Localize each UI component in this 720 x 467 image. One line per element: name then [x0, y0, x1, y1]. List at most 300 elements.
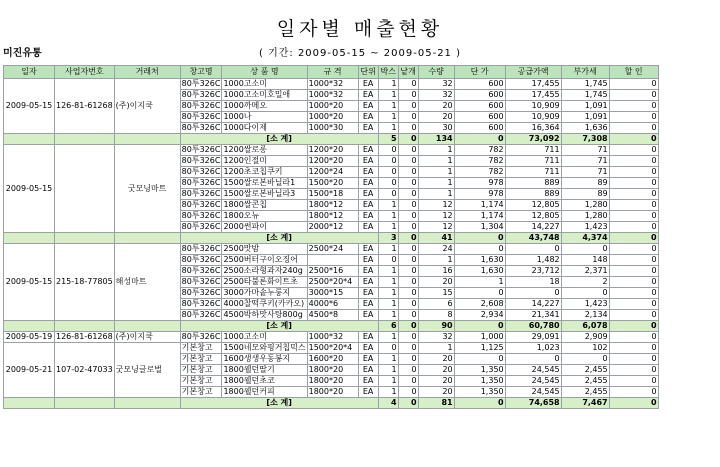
table-cell: 0: [609, 178, 658, 189]
table-cell: 20: [418, 101, 454, 112]
table-cell: 1: [454, 277, 505, 288]
table-cell: 18: [505, 277, 561, 288]
table-cell: 1,174: [454, 200, 505, 211]
table-cell: EA: [358, 376, 378, 387]
blank-cell: [4, 233, 55, 244]
table-cell: 71: [561, 145, 609, 156]
sales-table: [3, 65, 659, 409]
blank-cell: [114, 233, 180, 244]
table-cell: 12,805: [505, 200, 561, 211]
column-header: 창고명: [180, 66, 222, 79]
table-cell: 600: [454, 101, 505, 112]
subtotal-qty: 90: [418, 321, 454, 332]
table-cell: 80투326C: [181, 123, 221, 132]
table-cell: 1,630: [454, 255, 505, 266]
table-cell: 1800오뉴: [222, 211, 307, 222]
table-cell: EA: [358, 343, 378, 354]
table-cell: 0: [609, 112, 658, 123]
table-cell: 4000찰떡쿠키(카카오): [222, 299, 307, 310]
table-cell: 711: [505, 156, 561, 167]
report-title: 일자별 매출현황: [276, 18, 444, 40]
table-cell: 1200*20: [307, 156, 358, 167]
table-cell: 0: [609, 332, 658, 343]
table-cell: 89: [561, 189, 609, 200]
date-cell: 2009-05-19: [4, 332, 55, 343]
table-cell: 978: [454, 178, 505, 189]
table-cell: 1000까메오: [222, 101, 307, 112]
table-cell: 12: [418, 200, 454, 211]
bizno-cell: 215-18-77805: [55, 244, 115, 321]
table-cell: 0: [398, 266, 418, 277]
table-cell: 12,805: [505, 211, 561, 222]
table-cell: 1: [378, 365, 398, 376]
table-cell: 1: [378, 222, 398, 233]
subtotal-supply: 60,780: [505, 321, 561, 332]
table-cell: 2500타불론화이트초: [222, 277, 307, 288]
customer-cell: 굿모닝마트: [114, 145, 180, 233]
table-cell: 1,350: [454, 365, 505, 376]
date-cell: 2009-05-21: [4, 343, 55, 398]
subtotal-label: [소 계]: [180, 321, 378, 332]
table-cell: 978: [454, 189, 505, 200]
table-cell: 148: [561, 255, 609, 266]
blank-cell: [4, 398, 55, 409]
subtotal-box: 6: [378, 321, 398, 332]
table-cell: 4500*8: [307, 310, 358, 321]
table-cell: 12: [418, 222, 454, 233]
subtotal-piece: 0: [398, 321, 418, 332]
table-cell: 1,423: [561, 299, 609, 310]
column-header: 사업자번호: [55, 66, 115, 79]
table-cell: 1500네모와핑거칩믹스: [223, 343, 306, 352]
table-cell: 0: [398, 222, 418, 233]
blank-cell: [55, 233, 115, 244]
table-cell: 0: [561, 244, 609, 255]
table-cell: EA: [358, 123, 378, 134]
table-cell: 2500소라형과자240g: [222, 266, 307, 277]
table-cell: 기본창고: [180, 365, 222, 376]
subtotal-vat: 4,374: [561, 233, 609, 244]
table-cell: 1: [378, 310, 398, 321]
table-cell: 782: [454, 156, 505, 167]
table-row: [4, 343, 659, 354]
table-cell: 20: [418, 365, 454, 376]
table-cell: 0: [398, 332, 418, 343]
table-cell: 1: [378, 90, 398, 101]
report-period: ( 기간: 2009-05-15 ~ 2009-05-21 ): [259, 48, 461, 59]
table-cell: 17,455: [505, 79, 561, 90]
table-cell: 1: [378, 123, 398, 134]
subtotal-label: [소 계]: [180, 398, 378, 409]
table-cell: 80투326C: [181, 145, 221, 154]
table-cell: 0: [398, 211, 418, 222]
column-header: 할 인: [609, 66, 658, 79]
subtotal-price: 0: [454, 321, 505, 332]
subtotal-row: [4, 233, 659, 244]
table-cell: 71: [561, 156, 609, 167]
table-row: [4, 244, 659, 255]
table-cell: 기본창고: [180, 376, 222, 387]
table-cell: 32: [418, 332, 454, 343]
table-cell: 1,091: [561, 101, 609, 112]
bizno-cell: 107-02-47033: [55, 343, 115, 398]
table-cell: EA: [358, 266, 378, 277]
table-cell: 0: [398, 244, 418, 255]
table-cell: 782: [454, 167, 505, 178]
subtotal-qty: 134: [418, 134, 454, 145]
table-cell: 1600생생우동봉지: [222, 354, 307, 365]
date-cell: 2009-05-15: [4, 145, 55, 233]
subtotal-label: [소 계]: [180, 233, 378, 244]
table-cell: 0: [398, 112, 418, 123]
table-cell: 10,909: [505, 101, 561, 112]
table-cell: EA: [358, 90, 378, 101]
blank-cell: [55, 321, 115, 332]
table-cell: 0: [378, 156, 398, 167]
table-cell: 0: [609, 79, 658, 90]
table-cell: 10,909: [505, 112, 561, 123]
table-cell: EA: [358, 156, 378, 167]
table-cell: 0: [398, 90, 418, 101]
subtotal-box: 3: [378, 233, 398, 244]
table-cell: 30: [418, 123, 454, 134]
table-cell: 711: [505, 167, 561, 178]
table-cell: 80투326C: [181, 112, 221, 121]
subtotal-price: 0: [454, 233, 505, 244]
table-cell: 0: [609, 277, 658, 288]
table-cell: 2500맛밤: [222, 244, 307, 255]
table-cell: 1500*18: [307, 189, 358, 200]
table-cell: 1: [418, 178, 454, 189]
table-row: [4, 79, 659, 90]
table-cell: 1200*24: [307, 167, 358, 178]
table-cell: 80투326C: [181, 156, 221, 165]
table-cell: EA: [358, 387, 378, 398]
table-cell: 711: [505, 145, 561, 156]
table-cell: 1: [418, 343, 454, 354]
subtotal-price: 0: [454, 134, 505, 145]
table-cell: 2000*12: [307, 222, 358, 233]
table-cell: 24,545: [505, 365, 561, 376]
table-cell: 1,280: [561, 200, 609, 211]
table-cell: 1,636: [561, 123, 609, 134]
column-header: 상 품 명: [222, 66, 307, 79]
table-cell: 1: [378, 266, 398, 277]
table-cell: 1: [418, 156, 454, 167]
table-cell: 17,455: [505, 90, 561, 101]
table-cell: 1,280: [561, 211, 609, 222]
table-cell: 0: [378, 145, 398, 156]
table-cell: 80투326C: [181, 167, 221, 176]
table-cell: 1000*32: [307, 90, 358, 101]
table-cell: 0: [378, 167, 398, 178]
table-header: [4, 66, 659, 79]
table-cell: 1: [378, 79, 398, 90]
table-cell: 20: [418, 376, 454, 387]
table-cell: 0: [454, 354, 505, 365]
table-cell: 1,000: [454, 332, 505, 343]
table-cell: 1: [418, 255, 454, 266]
table-cell: 1800*20: [307, 376, 358, 387]
table-cell: 0: [609, 90, 658, 101]
table-cell: 20: [418, 112, 454, 123]
table-cell: 102: [561, 343, 609, 354]
table-cell: 14,227: [505, 299, 561, 310]
table-cell: 0: [609, 255, 658, 266]
column-header: 낱개: [398, 66, 418, 79]
table-cell: EA: [358, 79, 378, 90]
table-cell: 1200초코칩쿠키: [222, 167, 307, 178]
table-cell: 0: [609, 266, 658, 277]
table-cell: 0: [561, 354, 609, 365]
subtotal-vat: 7,308: [561, 134, 609, 145]
table-cell: 8: [418, 310, 454, 321]
table-cell: 1600*20: [307, 354, 358, 365]
table-cell: 16: [418, 266, 454, 277]
table-cell: 32: [418, 90, 454, 101]
table-cell: 0: [561, 288, 609, 299]
table-cell: 0: [609, 299, 658, 310]
subtotal-disc: 0: [609, 134, 658, 145]
table-cell: 1800*12: [307, 200, 358, 211]
table-cell: 0: [609, 156, 658, 167]
table-body: [4, 79, 659, 409]
table-cell: 1000고소미호밀애: [222, 90, 307, 101]
table-cell: 1200*20: [307, 145, 358, 156]
table-cell: 0: [609, 145, 658, 156]
table-cell: 0: [454, 244, 505, 255]
table-cell: EA: [358, 200, 378, 211]
table-cell: 1,091: [561, 112, 609, 123]
table-cell: 2,455: [561, 365, 609, 376]
table-cell: 1: [378, 277, 398, 288]
table-cell: 1000고소미: [222, 332, 307, 343]
table-cell: 1,423: [561, 222, 609, 233]
table-cell: 0: [609, 222, 658, 233]
subtotal-piece: 0: [398, 134, 418, 145]
table-cell: 20: [418, 354, 454, 365]
blank-cell: [4, 134, 55, 145]
column-header: 수량: [418, 66, 454, 79]
table-cell: 0: [398, 277, 418, 288]
table-row: [4, 145, 659, 156]
table-cell: 889: [505, 178, 561, 189]
table-cell: 1500쌀로본바닐라3: [222, 189, 307, 200]
table-cell: 80투326C: [181, 222, 221, 231]
table-cell: 0: [609, 167, 658, 178]
table-cell: 1800*12: [307, 211, 358, 222]
table-cell: 1: [378, 299, 398, 310]
table-cell: 80투326C: [181, 79, 221, 88]
table-cell: 1: [378, 354, 398, 365]
table-cell: 0: [398, 299, 418, 310]
table-cell: 1,630: [454, 266, 505, 277]
table-cell: EA: [358, 101, 378, 112]
table-cell: 4000*6: [307, 299, 358, 310]
table-cell: 80투326C: [181, 200, 221, 209]
table-cell: 2500*24: [307, 244, 358, 255]
table-cell: 2000썬파이: [222, 222, 307, 233]
table-cell: 1,350: [454, 376, 505, 387]
subtotal-vat: 7,467: [561, 398, 609, 409]
table-cell: 1000*32: [307, 79, 358, 90]
date-cell: 2009-05-15: [4, 244, 55, 321]
table-cell: 0: [378, 255, 398, 266]
table-cell: EA: [358, 112, 378, 123]
table-cell: 2,934: [454, 310, 505, 321]
table-cell: 0: [609, 211, 658, 222]
column-header: 단위: [358, 66, 378, 79]
table-cell: 3000*15: [307, 288, 358, 299]
subtotal-disc: 0: [609, 321, 658, 332]
table-cell: 0: [609, 310, 658, 321]
subtotal-box: 4: [378, 398, 398, 409]
table-cell: 0: [398, 156, 418, 167]
table-cell: 1,023: [505, 343, 561, 354]
table-cell: 1,304: [454, 222, 505, 233]
table-cell: 782: [454, 145, 505, 156]
column-header: 단 가: [454, 66, 505, 79]
column-header: 규 격: [307, 66, 358, 79]
subtotal-price: 0: [454, 398, 505, 409]
table-cell: 0: [398, 167, 418, 178]
table-cell: EA: [358, 145, 378, 156]
table-cell: 0: [609, 244, 658, 255]
table-cell: 1: [378, 288, 398, 299]
table-cell: 0: [398, 200, 418, 211]
table-cell: 1,745: [561, 79, 609, 90]
table-cell: 기본창고: [180, 387, 222, 398]
blank-cell: [4, 321, 55, 332]
table-cell: 80투326C: [181, 299, 221, 308]
table-cell: 2,608: [454, 299, 505, 310]
table-cell: EA: [358, 288, 378, 299]
table-cell: 1200인절미: [222, 156, 307, 167]
subtotal-piece: 0: [398, 233, 418, 244]
table-cell: 기본창고: [180, 354, 222, 365]
table-cell: EA: [358, 189, 378, 200]
table-cell: 0: [398, 101, 418, 112]
table-cell: 0: [398, 178, 418, 189]
table-cell: 1000다이제: [222, 123, 307, 134]
table-cell: 24,545: [505, 376, 561, 387]
table-cell: 80투326C: [181, 178, 221, 187]
table-cell: 1: [378, 211, 398, 222]
table-cell: 1,125: [454, 343, 505, 354]
table-cell: 2,909: [561, 332, 609, 343]
table-cell: 1: [378, 244, 398, 255]
customer-cell: (주)이지쿡: [114, 332, 180, 343]
table-cell: 600: [454, 112, 505, 123]
subtotal-row: [4, 398, 659, 409]
table-cell: 1000*20: [307, 101, 358, 112]
table-cell: 0: [398, 255, 418, 266]
table-cell: 0: [398, 123, 418, 134]
subtotal-row: [4, 321, 659, 332]
table-cell: 1500*20: [307, 178, 358, 189]
customer-cell: 해성마트: [114, 244, 180, 321]
table-cell: 20: [418, 277, 454, 288]
table-cell: EA: [358, 310, 378, 321]
subtotal-supply: 43,748: [505, 233, 561, 244]
table-cell: 600: [454, 90, 505, 101]
table-cell: 80투326C: [181, 244, 221, 253]
table-cell: 0: [378, 343, 398, 354]
table-cell: 0: [505, 244, 561, 255]
table-cell: EA: [358, 255, 378, 266]
table-cell: 3000가마솥누룽지: [222, 288, 307, 299]
subtotal-qty: 81: [418, 398, 454, 409]
table-cell: 0: [398, 354, 418, 365]
table-cell: 1: [418, 189, 454, 200]
subtotal-supply: 73,092: [505, 134, 561, 145]
bizno-cell: 126-81-61268: [55, 79, 115, 134]
table-cell: 1500쌀로본바닐라1: [222, 178, 307, 189]
column-header: 부가세: [561, 66, 609, 79]
table-cell: 89: [561, 178, 609, 189]
table-cell: 0: [398, 365, 418, 376]
table-cell: 24: [418, 244, 454, 255]
table-row: [4, 332, 659, 343]
table-cell: 1: [378, 200, 398, 211]
table-cell: 4500박하맛사탕800g: [222, 310, 307, 321]
table-cell: 0: [609, 101, 658, 112]
subtotal-label: [소 계]: [180, 134, 378, 145]
table-cell: EA: [358, 299, 378, 310]
table-cell: 0: [609, 387, 658, 398]
table-cell: 1: [378, 332, 398, 343]
table-cell: 1800쌀콘칩: [222, 200, 307, 211]
table-cell: 0: [398, 376, 418, 387]
table-cell: EA: [358, 332, 378, 343]
table-cell: 12: [418, 211, 454, 222]
table-cell: EA: [358, 244, 378, 255]
blank-cell: [114, 321, 180, 332]
column-header: 거래처: [114, 66, 180, 79]
table-cell: 1,745: [561, 90, 609, 101]
table-cell: 32: [418, 79, 454, 90]
blank-cell: [55, 398, 115, 409]
subtotal-supply: 74,658: [505, 398, 561, 409]
bizno-cell: 126-81-61268: [56, 332, 113, 341]
bizno-cell: [55, 145, 115, 233]
table-cell: 0: [609, 288, 658, 299]
table-cell: 80투326C: [181, 101, 221, 110]
subtotal-disc: 0: [609, 233, 658, 244]
table-cell: 15: [418, 288, 454, 299]
blank-cell: [114, 398, 180, 409]
table-cell: 889: [505, 189, 561, 200]
table-cell: 0: [398, 79, 418, 90]
table-cell: 1000*20: [307, 112, 358, 123]
table-cell: 0: [378, 178, 398, 189]
table-cell: 2500*16: [307, 266, 358, 277]
table-cell: 0: [398, 288, 418, 299]
table-cell: 600: [454, 79, 505, 90]
table-cell: 20: [418, 387, 454, 398]
table-cell: 1: [378, 376, 398, 387]
subtotal-box: 5: [378, 134, 398, 145]
table-cell: 14,227: [505, 222, 561, 233]
table-cell: 2: [561, 277, 609, 288]
table-cell: 29,091: [505, 332, 561, 343]
blank-cell: [114, 134, 180, 145]
table-cell: 2500버터구이오징어: [222, 255, 307, 266]
table-cell: 1000고소미: [222, 79, 307, 90]
table-cell: 80투326C: [181, 266, 221, 275]
table-cell: 1: [418, 145, 454, 156]
company-name: 미진유통: [3, 48, 42, 59]
